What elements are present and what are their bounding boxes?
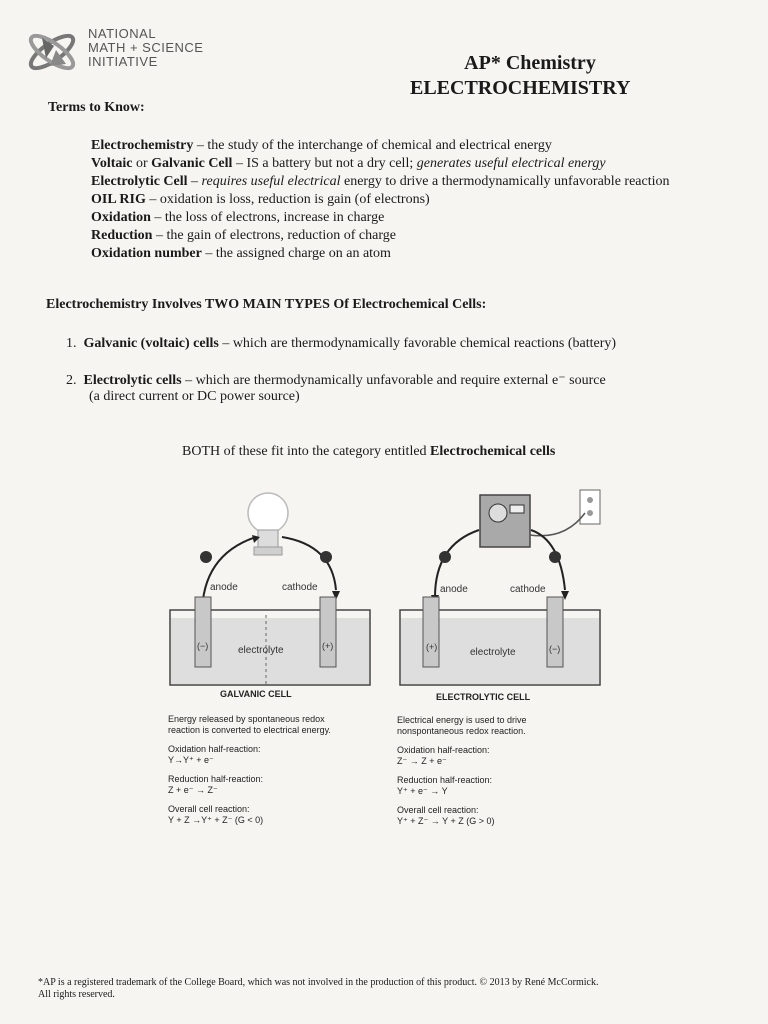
- galvanic-caption: GALVANIC CELL: [220, 689, 292, 699]
- light-bulb-icon: [248, 493, 288, 555]
- term-row: OIL RIG – oxidation is loss, reduction is gain (of electrons): [91, 192, 430, 207]
- electrolytic-left-sign: (+): [426, 642, 438, 652]
- galvanic-cathode-label: cathode: [282, 582, 318, 593]
- both-text: BOTH of these fit into the category entitled Electrochemical cells: [182, 444, 556, 459]
- electron-icon: [200, 551, 212, 563]
- electrolytic-electrolyte-label: electrolyte: [470, 647, 516, 658]
- logo: [24, 24, 80, 80]
- footer-line-2: All rights reserved.: [38, 989, 115, 1000]
- galvanic-anode-label: anode: [210, 582, 238, 593]
- wall-outlet-icon: [580, 490, 600, 524]
- electrolytic-anode-label: anode: [440, 584, 468, 595]
- logo-line-2: MATH + SCIENCE: [88, 40, 204, 55]
- term-row: Voltaic or Galvanic Cell – IS a battery but not a dry cell; generates useful electrical energy: [91, 156, 606, 171]
- list-item-1: 1. Galvanic (voltaic) cells – which are thermodynamically favorable chemical reactions (battery): [66, 336, 617, 351]
- page-title: AP* Chemistry: [464, 52, 596, 74]
- types-heading: Electrochemistry Involves TWO MAIN TYPES Of Electrochemical Cells:: [46, 297, 487, 312]
- terms-heading: Terms to Know:: [48, 100, 145, 115]
- list-item-2-line2: (a direct current or DC power source): [89, 389, 300, 404]
- atom-logo-icon: [24, 24, 80, 80]
- galvanic-left-sign: (−): [197, 641, 209, 651]
- electron-icon: [549, 551, 561, 563]
- list-item-2: 2. Electrolytic cells – which are thermodynamically unfavorable and require external e⁻ source: [66, 373, 606, 388]
- term-row: Electrochemistry – the study of the interchange of chemical and electrical energy: [91, 138, 552, 153]
- electrolytic-caption: ELECTROLYTIC CELL: [436, 692, 531, 702]
- electrolytic-cell-diagram: [395, 485, 615, 690]
- terms-list: [91, 137, 669, 263]
- electrolytic-description: Electrical energy is used to drive nonspontaneous redox reaction. Oxidation half-reaction: Z⁻ → Z + e⁻ Reduction half-reaction: Y⁺ + e⁻ → Y Overall cell reaction: Y⁺ + Z⁻ → Y + Z (G > 0): [397, 715, 527, 826]
- term-row: Reduction – the gain of electrons, reduction of charge: [91, 228, 396, 243]
- electron-icon: [320, 551, 332, 563]
- galvanic-cell-diagram: [160, 485, 390, 690]
- galvanic-electrolyte-label: electrolyte: [238, 645, 284, 656]
- footer-line-1: *AP is a registered trademark of the College Board, which was not involved in the production of this product. © 2013 by René McCormick.: [38, 977, 599, 988]
- term-row: Electrolytic Cell – requires useful electrical energy to drive a thermodynamically unfavorable reaction: [91, 174, 670, 189]
- galvanic-right-sign: (+): [322, 641, 334, 651]
- term-row: Oxidation number – the assigned charge on an atom: [91, 246, 391, 261]
- galvanic-description: Energy released by spontaneous redox reaction is converted to electrical energy. Oxidation half-reaction: Y→Y⁺ + e⁻ Reduction half-reaction: Z + e⁻ → Z⁻ Overall cell reaction: Y + Z →Y⁺ + Z⁻ (G < 0): [168, 714, 331, 825]
- logo-line-1: NATIONAL: [88, 26, 157, 41]
- logo-line-3: INITIATIVE: [88, 54, 158, 69]
- power-supply-icon: [480, 495, 530, 547]
- electron-icon: [439, 551, 451, 563]
- electrolytic-cathode-label: cathode: [510, 584, 546, 595]
- footer: [38, 977, 598, 1001]
- logo-text: [88, 27, 203, 69]
- electrolytic-right-sign: (−): [549, 644, 561, 654]
- term-row: Oxidation – the loss of electrons, increase in charge: [91, 210, 385, 225]
- page-subtitle: ELECTROCHEMISTRY: [410, 77, 631, 99]
